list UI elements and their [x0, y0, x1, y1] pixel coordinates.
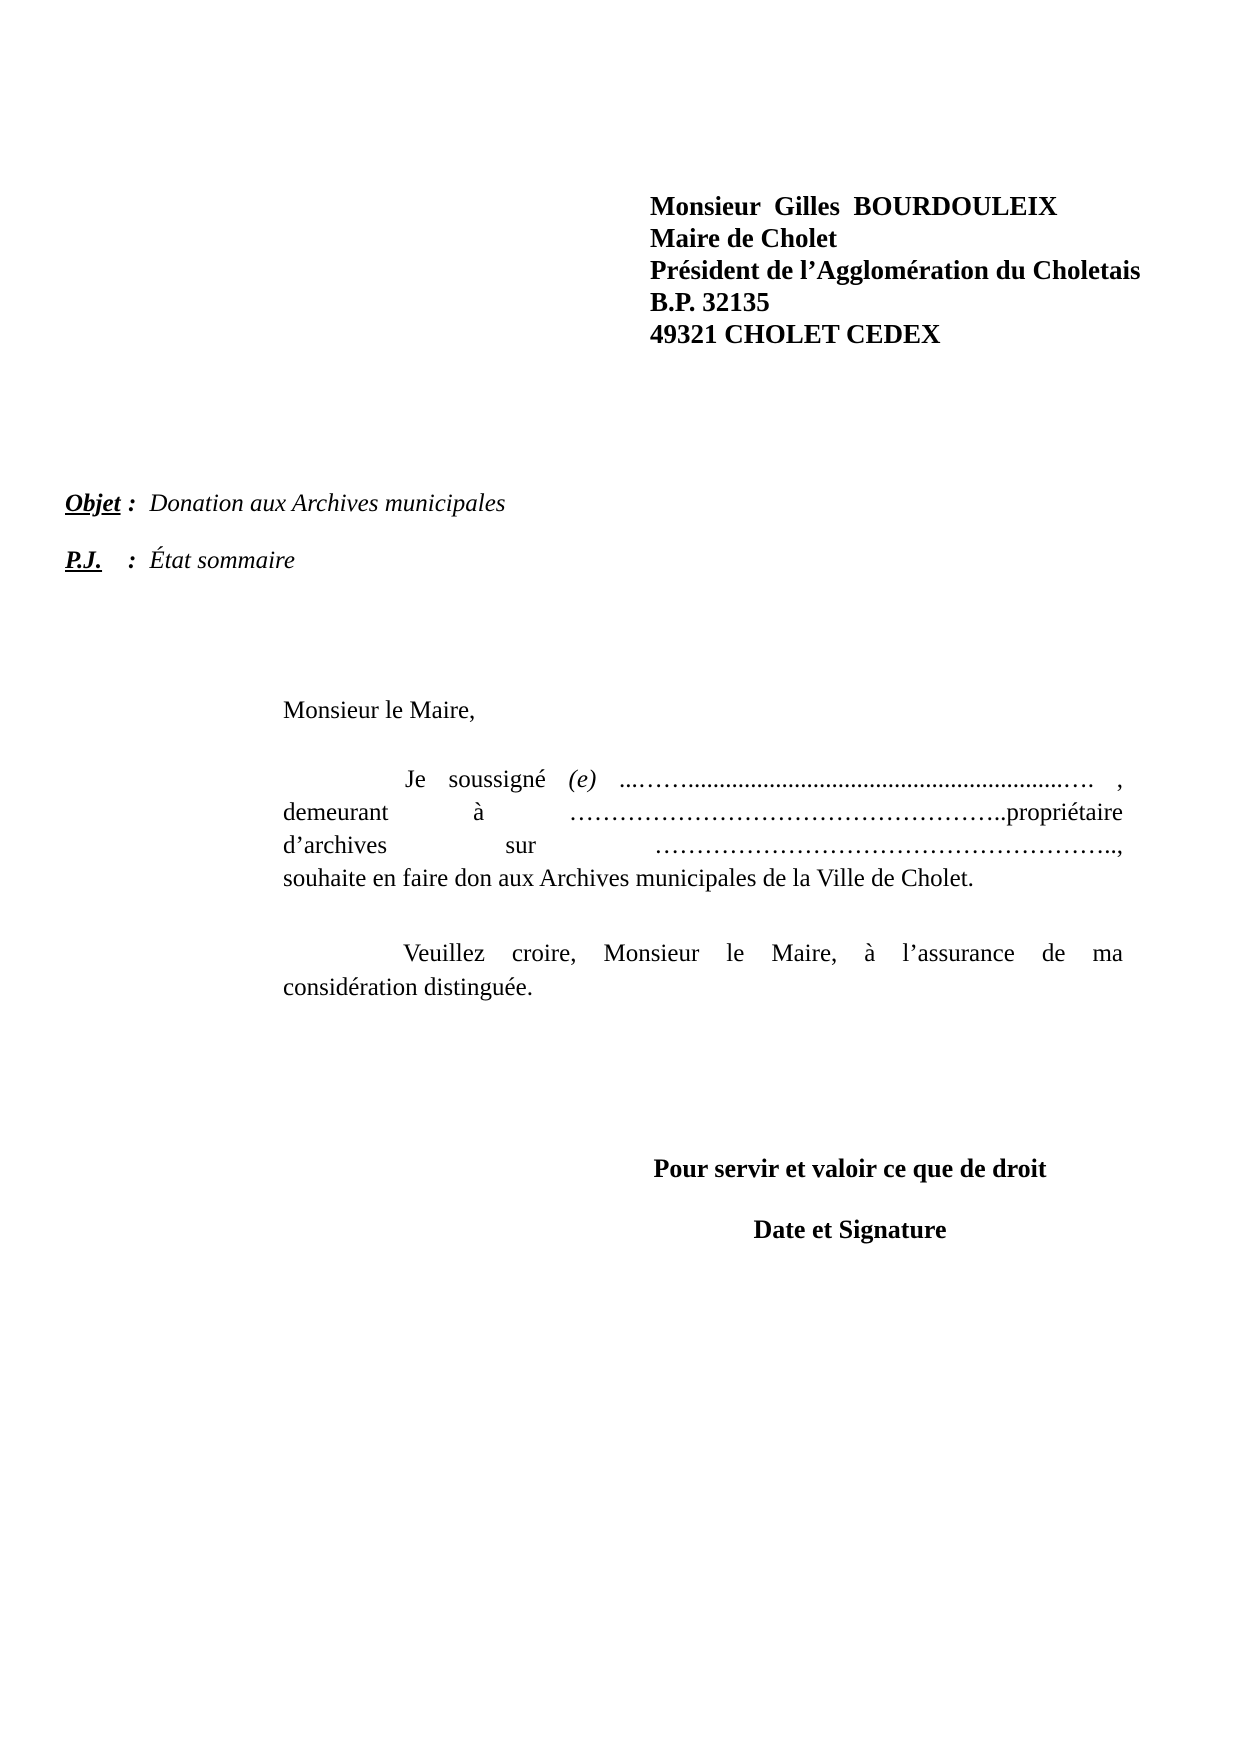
body-paragraph-2	[283, 937, 1123, 1005]
salutation: Monsieur le Maire,	[283, 697, 476, 724]
pj-colon: :	[128, 547, 137, 574]
closing-line-1: Veuillez croire, Monsieur le Maire, à l’assurance de ma	[403, 940, 1123, 967]
pj-label: P.J.	[65, 547, 103, 574]
identity-e-marker: (e)	[568, 766, 597, 793]
recipient-address-block	[650, 190, 1140, 350]
signature-block	[553, 1154, 1147, 1245]
objet-label: Objet	[65, 490, 121, 517]
identity-prefix: Je soussigné	[405, 766, 569, 793]
pj-line	[65, 547, 295, 575]
legal-purpose-line: Pour servir et valoir ce que de droit	[653, 1154, 1047, 1183]
recipient-title-1: Maire de Cholet	[650, 223, 837, 253]
body-paragraph-1	[283, 763, 1123, 895]
fill-in-line-address: demeurant à ……………………………………………..propriétaire	[283, 799, 1123, 826]
recipient-name: Monsieur Gilles BOURDOULEIX	[650, 191, 1058, 221]
pj-value: État sommaire	[149, 547, 295, 574]
fill-in-line-archives: d’archives sur ………………………………………………..,	[283, 832, 1123, 859]
recipient-title-2: Président de l’Agglomération du Choletais	[650, 255, 1141, 285]
objet-line	[65, 490, 506, 518]
recipient-city: 49321 CHOLET CEDEX	[650, 319, 941, 349]
closing-line-2: considération distinguée.	[283, 974, 533, 1001]
pj-label-wrap	[65, 547, 128, 575]
objet-colon: :	[128, 490, 137, 517]
donation-statement: souhaite en faire don aux Archives municipales de la Ville de Cholet.	[283, 865, 974, 892]
objet-value: Donation aux Archives municipales	[149, 490, 506, 517]
identity-dotted-blank: ...……............................................................…. ,	[596, 766, 1123, 793]
date-signature-label: Date et Signature	[753, 1215, 947, 1244]
fill-in-line-identity	[283, 763, 1123, 796]
objet-label-wrap	[65, 490, 128, 518]
recipient-po-box: B.P. 32135	[650, 287, 770, 317]
